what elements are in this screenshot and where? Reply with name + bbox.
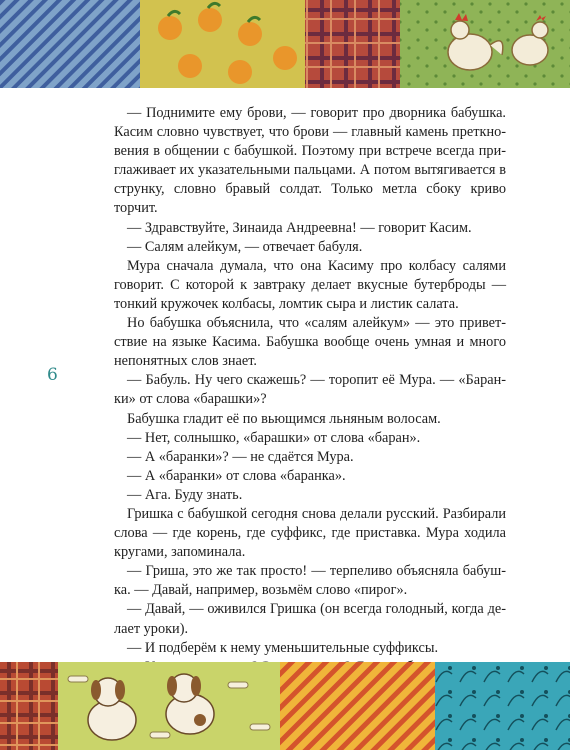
text-line: — Гриша, это же так просто! — терпеливо объясняла бабуш- (127, 563, 506, 580)
text-line: ки» от слова «барашки»? (114, 391, 267, 408)
text-line: ка. — Давай, например, возьмём слово «пирог». (114, 582, 408, 599)
text-line: тонкий кружочек колбасы, ломтик сыра и листик салата. (114, 295, 459, 312)
text-line: — Салям алейкум, — отвечает бабуля. (127, 238, 363, 255)
bottom-patchwork-illustration (0, 662, 570, 750)
text-line: — Бабуль. Ну чего скажешь? — торопит её Мура. — «Баран- (127, 372, 506, 389)
text-line: — И подберём к нему уменьшительные суффиксы. (127, 639, 439, 656)
text-line: — А «баранки» от слова «баранка». (127, 467, 346, 484)
text-line: Гришка с бабушкой сегодня снова делали русский. Разбирали (127, 505, 506, 522)
text-line: — Поднимите ему брови, — говорит про дворника бабушка. (127, 105, 506, 121)
text-line: непонятных слов знает. (114, 353, 257, 370)
text-line: лает уроки). (114, 620, 189, 637)
text-line: вения в общении с бабушкой. Поэтому при встрече всегда при- (114, 143, 506, 160)
text-line: — А «баранки»? — не сдаётся Мура. (127, 448, 354, 465)
text-line: Но бабушка объяснила, что «салям алейкум» — это привет- (127, 315, 506, 332)
text-line: — Давай, — оживился Гришка (он всегда голодный, когда де- (127, 601, 506, 618)
top-patchwork-illustration (0, 0, 570, 88)
text-line: слова — где корень, где суффикс, где приставка. Мура ходила (114, 525, 506, 542)
text-line: — Нет, солнышко, «барашки» от слова «баран». (127, 429, 421, 446)
story-text (114, 104, 506, 696)
text-line: кругами, запоминала. (114, 544, 246, 561)
text-line: — Ага. Буду знать. (127, 486, 243, 503)
text-line: глаживает их указательными пальцами. А потом вытягивается в (114, 162, 506, 179)
text-line: Бабушка гладит её по вьющимся льняным волосам. (127, 410, 441, 427)
text-line: — Здравствуйте, Зинаида Андреевна! — говорит Касим. (127, 219, 472, 236)
page-number: 6 (47, 365, 58, 385)
text-line: струнку, словно бравый солдат. Только метла сбоку криво торчит. (114, 181, 506, 217)
text-line: Мура сначала думала, что она Касиму про колбасу салями (127, 257, 506, 274)
text-line: Касим словно чувствует, что брови — главный камень преткно- (114, 124, 506, 141)
text-line: говорит. С которой к завтраку делает вкусные бутерброды — (114, 276, 506, 293)
text-line: ствие на языке Касима. Бабушка вообще очень умная и много (114, 334, 506, 351)
